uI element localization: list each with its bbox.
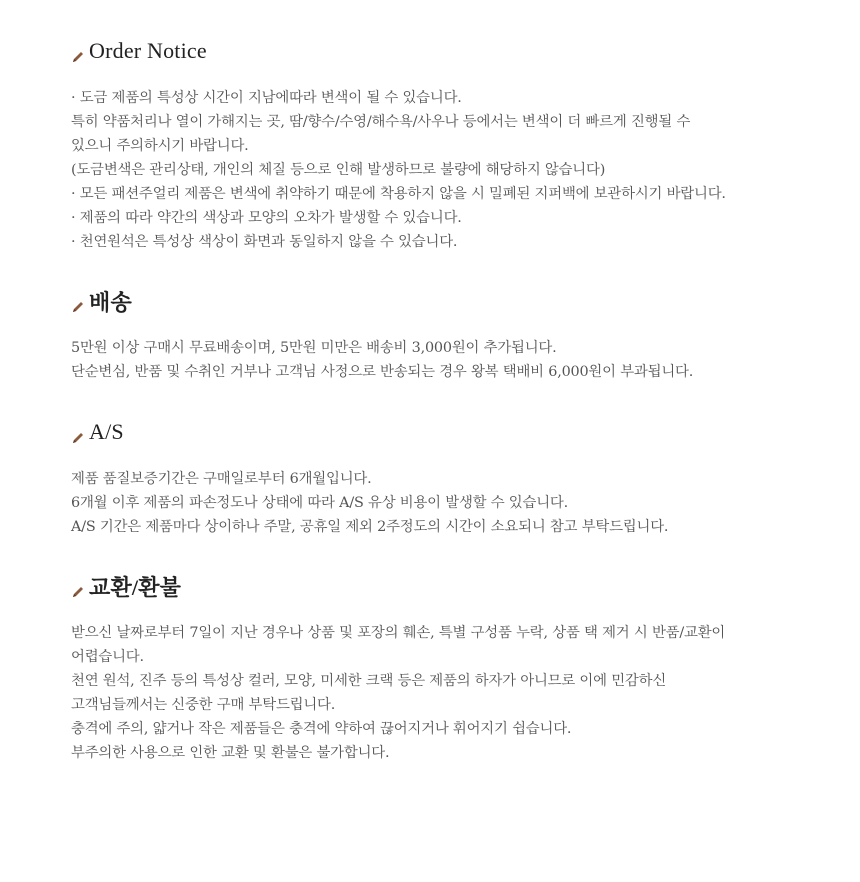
section-title: Order Notice xyxy=(89,38,207,63)
pencil-icon xyxy=(71,294,85,308)
notice-line: 부주의한 사용으로 인한 교환 및 환불은 불가합니다. xyxy=(71,745,390,761)
section-heading xyxy=(71,571,831,601)
shipping-section xyxy=(71,286,831,380)
notice-line: 제품 품질보증기간은 구매일로부터 6개월입니다. xyxy=(71,471,372,487)
notice-line: · 제품의 따라 약간의 색상과 모양의 오차가 발생할 수 있습니다. xyxy=(71,210,462,226)
notice-line: · 도금 제품의 특성상 시간이 지남에따라 변색이 될 수 있습니다. xyxy=(71,90,462,106)
section-title: A/S xyxy=(89,419,124,444)
section-title: 교환/환불 xyxy=(89,574,182,600)
notice-line: 충격에 주의, 얇거나 작은 제품들은 충격에 약하여 끊어지거나 휘어지기 쉽습니다. xyxy=(71,721,572,737)
section-heading xyxy=(71,417,831,447)
exchange-refund-section xyxy=(71,571,831,761)
notice-line: 단순변심, 반품 및 수취인 거부나 고객님 사정으로 반송되는 경우 왕복 택배비 6,000원이 부과됩니다. xyxy=(71,364,694,380)
notice-line: A/S 기간은 제품마다 상이하나 주말, 공휴일 제외 2주정도의 시간이 소요되니 참고 부탁드립니다. xyxy=(71,519,669,535)
notice-line: 있으니 주의하시기 바랍니다. xyxy=(71,138,249,154)
notice-line: · 천연원석은 특성상 색상이 화면과 동일하지 않을 수 있습니다. xyxy=(71,234,458,250)
notice-line: 고객님들께서는 신중한 구매 부탁드립니다. xyxy=(71,697,336,713)
as-section xyxy=(71,417,831,535)
notice-line: · 모든 패션주얼리 제품은 변색에 취약하기 때문에 착용하지 않을 시 밀폐된 지퍼백에 보관하시기 바랍니다. xyxy=(71,186,726,202)
notice-line: 5만원 이상 구매시 무료배송이며, 5만원 미만은 배송비 3,000원이 추가됩니다. xyxy=(71,340,557,356)
notice-line: (도금변색은 관리상태, 개인의 체질 등으로 인해 발생하므로 불량에 해당하지 않습니다) xyxy=(71,162,606,178)
pencil-icon xyxy=(71,44,85,58)
section-body xyxy=(71,621,831,765)
section-heading xyxy=(71,36,831,66)
notice-line: 특히 약품처리나 열이 가해지는 곳, 땀/향수/수영/해수욕/사우나 등에서는 변색이 더 빠르게 진행될 수 xyxy=(71,114,691,130)
notice-line: 어렵습니다. xyxy=(71,649,144,665)
section-body xyxy=(71,467,831,539)
notice-line: 받으신 날짜로부터 7일이 지난 경우나 상품 및 포장의 훼손, 특별 구성품 누락, 상품 택 제거 시 반품/교환이 xyxy=(71,625,726,641)
section-title: 배송 xyxy=(89,289,132,315)
section-heading xyxy=(71,286,831,316)
section-body xyxy=(71,86,831,254)
notice-line: 6개월 이후 제품의 파손정도나 상태에 따라 A/S 유상 비용이 발생할 수 있습니다. xyxy=(71,495,568,511)
pencil-icon xyxy=(71,425,85,439)
pencil-icon xyxy=(71,579,85,593)
order-notice-section xyxy=(71,36,831,250)
notice-line: 천연 원석, 진주 등의 특성상 컬러, 모양, 미세한 크랙 등은 제품의 하자가 아니므로 이에 민감하신 xyxy=(71,673,667,689)
section-body xyxy=(71,336,831,384)
